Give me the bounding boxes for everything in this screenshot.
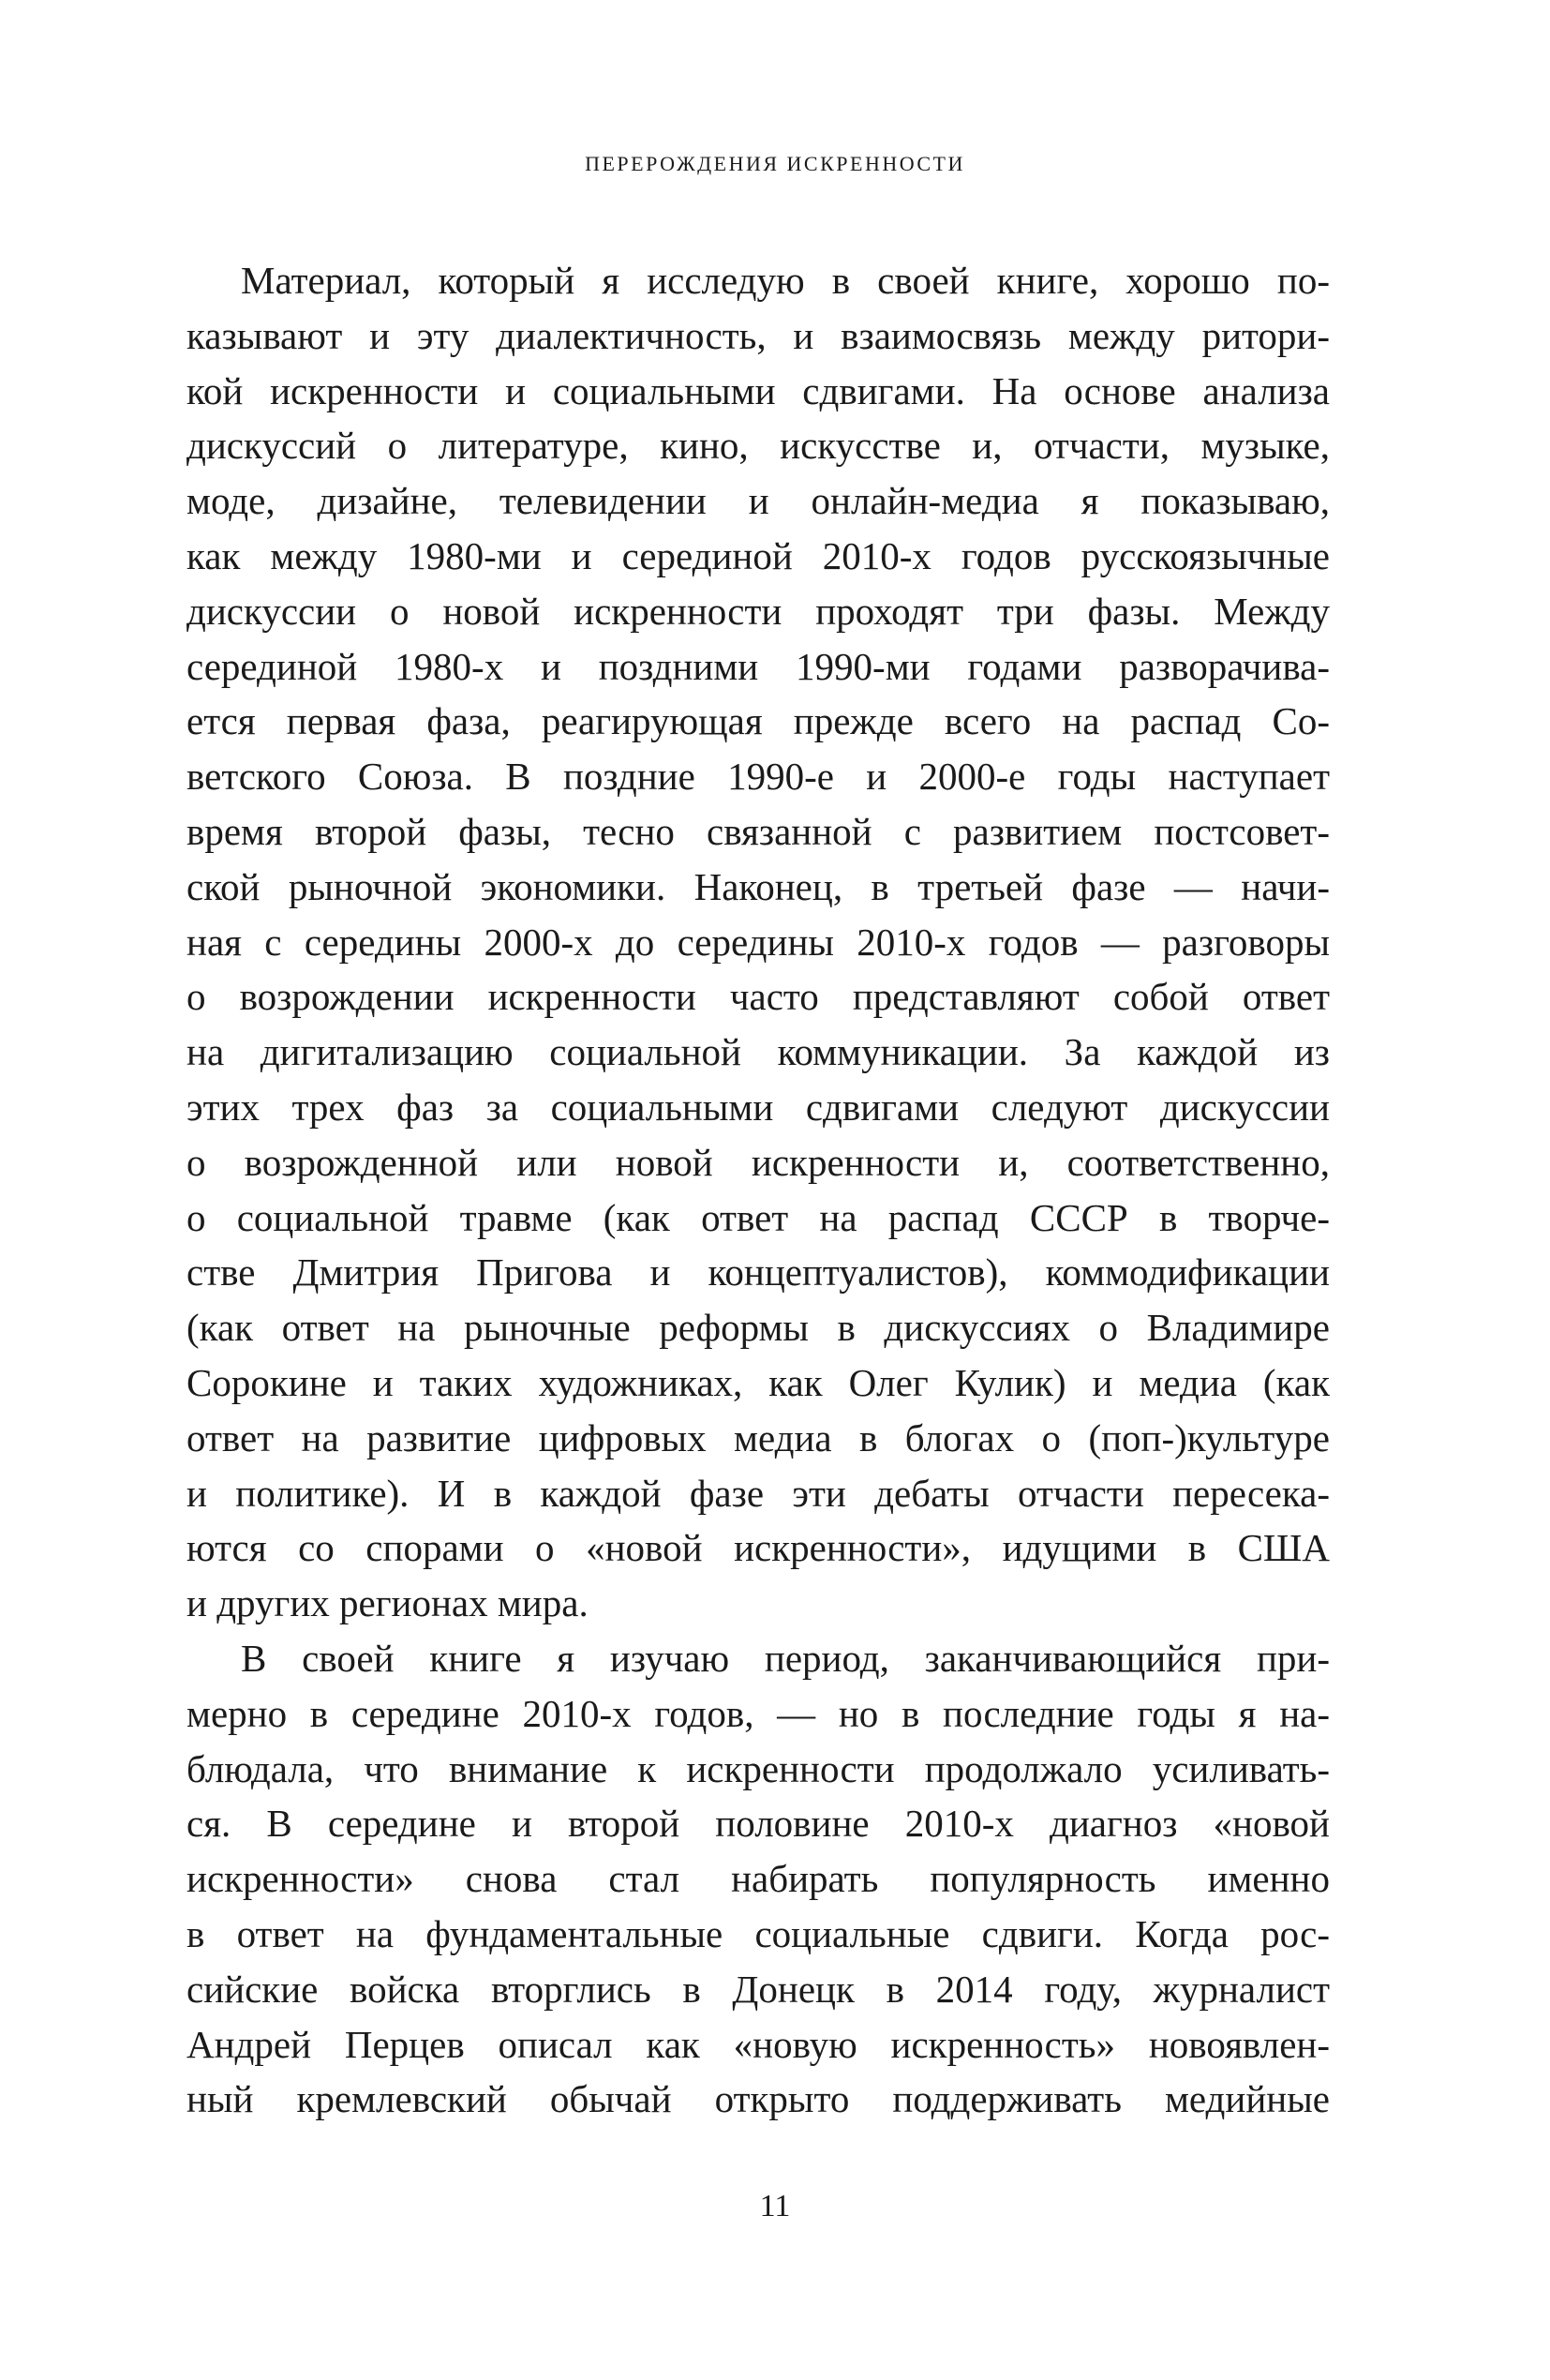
text-line: В своей книге я изучаю период, заканчивающийся при- <box>241 1636 1330 1680</box>
text-line: о социальной травме (как ответ на распад СССР в творче- <box>186 1195 1330 1239</box>
text-line: мерно в середине 2010-х годов, — но в последние годы я на- <box>186 1691 1330 1735</box>
text-line: казывают и эту диалектичность, и взаимосвязь между ритори- <box>186 313 1330 357</box>
text-line: дискуссии о новой искренности проходят три фазы. Между <box>186 589 1330 633</box>
body-text <box>186 253 1330 2127</box>
text-line: в ответ на фундаментальные социальные сдвиги. Когда рос- <box>186 1911 1330 1955</box>
text-line: серединой 1980-х и поздними 1990-ми годами разворачива- <box>186 644 1330 688</box>
text-line: Андрей Перцев описал как «новую искренность» новоявлен- <box>186 2022 1330 2066</box>
text-line: ся. В середине и второй половине 2010-х диагноз «новой <box>186 1802 1330 1846</box>
text-line: ная с середины 2000-х до середины 2010-х годов — разговоры <box>186 920 1330 964</box>
paragraph <box>186 1631 1330 2127</box>
text-line: блюдала, что внимание к искренности продолжало усиливать- <box>186 1746 1330 1790</box>
text-line: ются со спорами о «новой искренности», идущими в США <box>186 1526 1330 1570</box>
running-header: ПЕРЕРОЖДЕНИЯ ИСКРЕННОСТИ <box>585 152 965 175</box>
paragraph <box>186 253 1330 1631</box>
text-line: и других регионах мира. <box>186 1581 589 1625</box>
text-line: о возрожденной или новой искренности и, соответственно, <box>186 1140 1330 1184</box>
text-line: кой искренности и социальными сдвигами. На основе анализа <box>186 368 1330 412</box>
text-line: искренности» снова стал набирать популярность именно <box>186 1857 1330 1901</box>
text-line: ветского Союза. В поздние 1990-е и 2000-е годы наступает <box>186 755 1330 799</box>
text-line: ется первая фаза, реагирующая прежде всего на распад Со- <box>186 699 1330 743</box>
text-line: и политике). И в каждой фазе эти дебаты отчасти пересека- <box>186 1471 1330 1515</box>
text-line: ской рыночной экономики. Наконец, в третьей фазе — начи- <box>186 864 1330 908</box>
text-line: стве Дмитрия Пригова и концептуалистов), коммодификации <box>186 1250 1330 1295</box>
text-line: время второй фазы, тесно связанной с развитием постсовет- <box>186 809 1330 853</box>
text-line: Материал, который я исследую в своей книге, хорошо по- <box>241 259 1330 302</box>
text-line: Сорокине и таких художниках, как Олег Кулик) и медиа (как <box>186 1360 1330 1404</box>
text-line: как между 1980-ми и серединой 2010-х годов русскоязычные <box>186 533 1330 577</box>
text-line: ответ на развитие цифровых медиа в блогах о (поп-)культуре <box>186 1415 1330 1459</box>
text-line: моде, дизайне, телевидении и онлайн-медиа я показываю, <box>186 479 1330 523</box>
text-line: сийские войска вторглись в Донецк в 2014 году, журналист <box>186 1967 1330 2011</box>
page-number: 11 <box>759 2189 791 2223</box>
text-line: (как ответ на рыночные реформы в дискуссиях о Владимире <box>186 1306 1330 1350</box>
text-line: о возрождении искренности часто представляют собой ответ <box>186 975 1330 1019</box>
text-line: ный кремлевский обычай открыто поддерживать медийные <box>186 2077 1330 2121</box>
text-line: на дигитализацию социальной коммуникации. За каждой из <box>186 1030 1330 1074</box>
text-line: дискуссий о литературе, кино, искусстве и, отчасти, музыке, <box>186 424 1330 468</box>
text-line: этих трех фаз за социальными сдвигами следуют дискуссии <box>186 1085 1330 1129</box>
